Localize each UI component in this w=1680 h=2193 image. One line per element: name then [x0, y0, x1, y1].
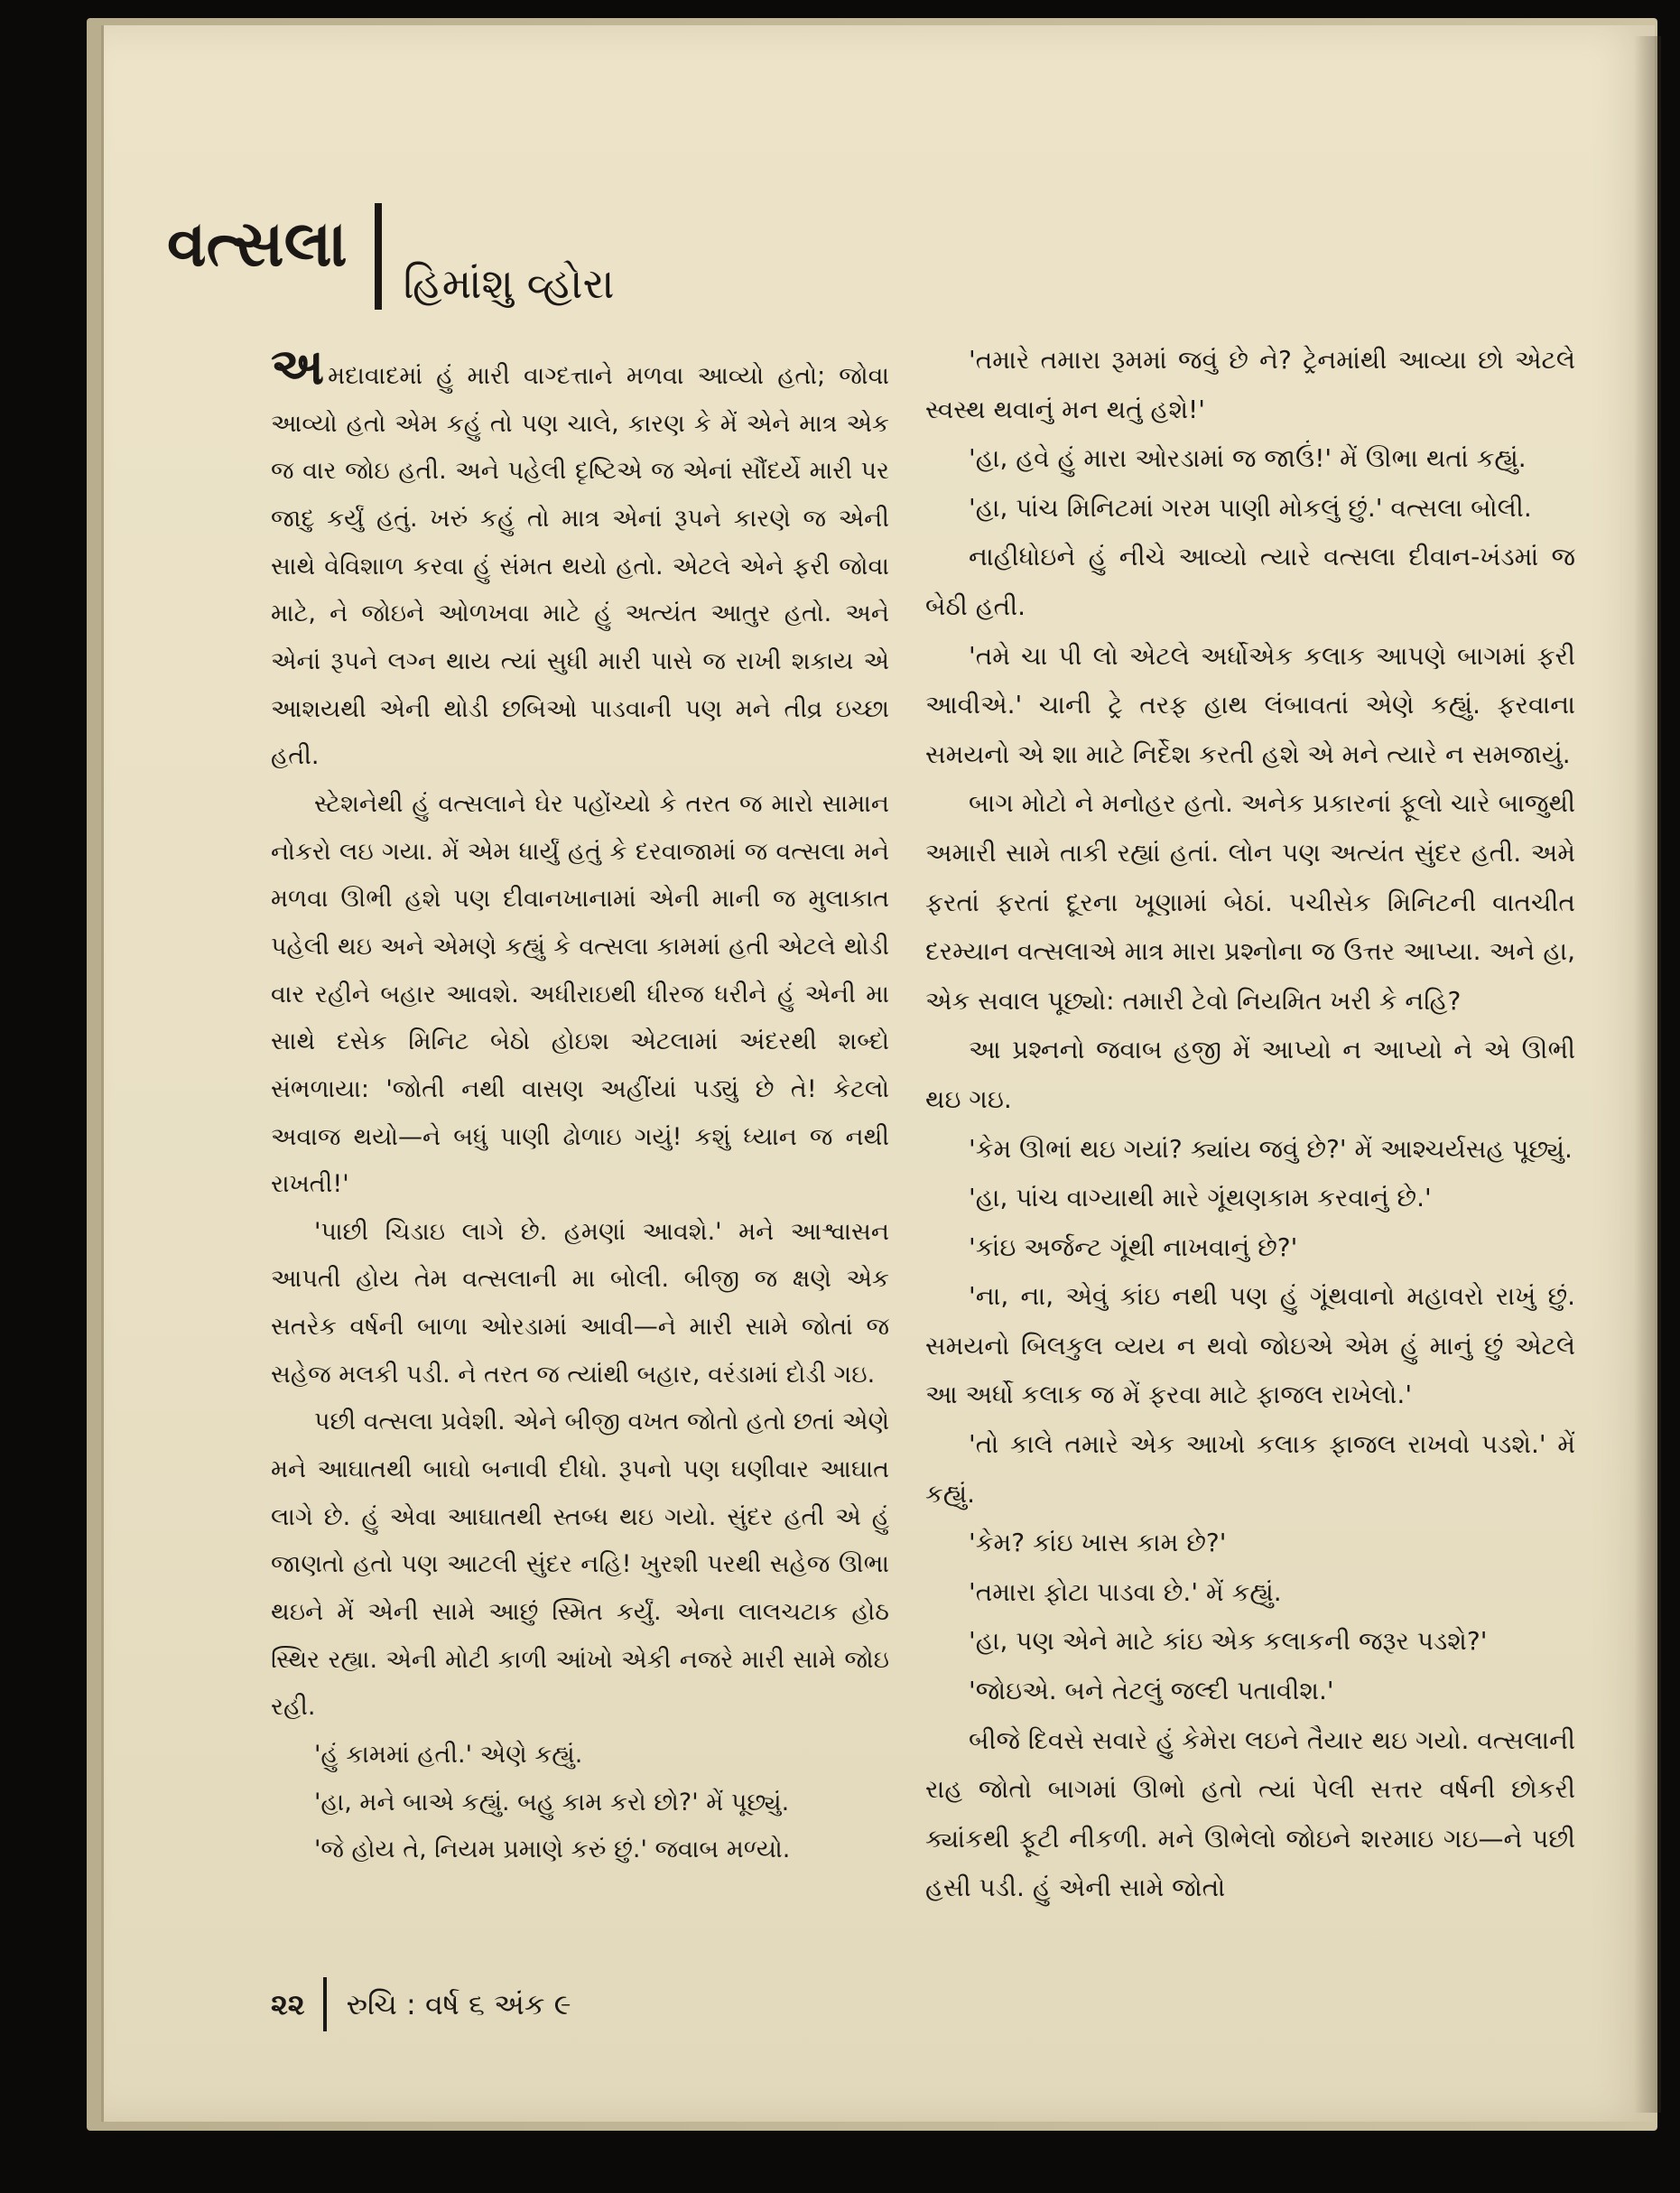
paragraph: 'હું કામમાં હતી.' એણે કહ્યું.: [314, 1741, 583, 1770]
paragraph: 'કેમ? કાંઇ ખાસ કામ છે?': [969, 1528, 1227, 1558]
paragraph: 'જોઇએ. બને તેટલું જલ્દી પતાવીશ.': [969, 1676, 1334, 1706]
title-block: [167, 203, 615, 321]
paragraph: 'ના, ના, એવું કાંઇ નથી પણ હું ગૂંથવાનો મહાવરો રાખું છું. સમયનો બિલકુલ વ્યય ન થવો જોઇએ એમ હું માનું છું એટલે આ અર્ધો કલાક જ મેં ફરવા માટે ફાજલ રાખેલો.': [925, 1281, 1575, 1410]
running-head: રુચિ : વર્ષ ૬ અંક ૯: [346, 1986, 571, 2021]
page-footer: [271, 1977, 571, 2031]
left-column: [271, 338, 889, 1874]
paragraph: 'તમે ચા પી લો એટલે અર્ધોએક કલાક આપણે બાગમાં ફરી આવીએ.' ચાની ટ્રે તરફ હાથ લંબાવતાં એણે કહ્યું. ફરવાના સમયનો એ શા માટે નિર્દેશ કરતી હશે એ મને ત્યારે ન સમજાયું.: [925, 640, 1575, 769]
paragraph: 'તમારા ફોટા પાડવા છે.' મેં કહ્યું.: [969, 1576, 1282, 1607]
paragraph: નાહીધોઇને હું નીચે આવ્યો ત્યારે વત્સલા દીવાન-ખંડમાં જ બેઠી હતી.: [925, 542, 1575, 621]
right-column: [925, 336, 1575, 1913]
paragraph: 'તો કાલે તમારે એક આખો કલાક ફાજલ રાખવો પડશે.' મેં કહ્યું.: [925, 1429, 1575, 1509]
paragraph: અમદાવાદમાં હું મારી વાગ્દત્તાને મળવા આવ્યો હતો; જોવા આવ્યો હતો એમ કહું તો પણ ચાલે, કારણ કે મેં એને માત્ર એક જ વાર જોઇ હતી. અને પહેલી દૃષ્ટિએ જ એનાં સૌંદર્યે મારી પર જાદુ કર્યું હતું. ખરું કહું તો માત્ર એનાં રૂપને કારણે જ એની સાથે વેવિશાળ કરવા હું સંમત થયો હતો. એટલે એને ફરી જોવા માટે, ને જોઇને ઓળખવા માટે હું અત્યંત આતુર હતો. અને એનાં રૂપને લગ્ન થાય ત્યાં સુધી મારી પાસે જ રાખી શકાય એ આશયથી એની થોડી છબિઓ પાડવાની પણ મને તીવ્ર ઇચ્છા હતી.: [271, 338, 889, 771]
paragraph: 'હા, મને બાએ કહ્યું. બહુ કામ કરો છો?' મેં પૂછ્યું.: [314, 1788, 790, 1817]
author-name: હિમાંશુ વ્હોરા: [403, 259, 615, 308]
paragraph: આ પ્રશ્નનો જવાબ હજી મેં આપ્યો ન આપ્યો ને એ ઊભી થઇ ગઇ.: [925, 1035, 1575, 1114]
binding-shadow: [1634, 36, 1661, 2113]
paragraph: 'હા, પાંચ વાગ્યાથી મારે ગૂંથણકામ કરવાનું છે.': [969, 1183, 1432, 1213]
story-title: વત્સલા: [167, 207, 348, 281]
paragraph: બાગ મોટો ને મનોહર હતો. અનેક પ્રકારનાં ફૂલો ચારે બાજુથી અમારી સામે તાકી રહ્યાં હતાં. લોન પણ અત્યંત સુંદર હતી. અમે ફરતાં ફરતાં દૂરના ખૂણામાં બેઠાં. પચીસેક મિનિટની વાતચીત દરમ્યાન વત્સલાએ માત્ર મારા પ્રશ્નોના જ ઉત્તર આપ્યા. અને હા, એક સવાલ પૂછ્યો: તમારી ટેવો નિયમિત ખરી કે નહિ?: [925, 788, 1575, 1016]
paragraph: 'હા, પણ એને માટે કાંઇ એક કલાકની જરૂર પડશે?': [969, 1626, 1488, 1657]
paragraph: 'પાછી ચિડાઇ લાગે છે. હમણાં આવશે.' મને આશ્વાસન આપતી હોય તેમ વત્સલાની મા બોલી. બીજી જ ક્ષણે એક સતરેક વર્ષની બાળા ઓરડામાં આવી—ને મારી સામે જોતાં જ સહેજ મલકી પડી. ને તરત જ ત્યાંથી બહાર, વરંડામાં દોડી ગઇ.: [271, 1217, 889, 1389]
title-divider: [375, 203, 382, 310]
paragraph: 'હા, પાંચ મિનિટમાં ગરમ પાણી મોકલું છું.' વત્સલા બોલી.: [969, 492, 1532, 523]
paragraph: પછી વત્સલા પ્રવેશી. એને બીજી વખત જોતો હતો છતાં એણે મને આઘાતથી બાઘો બનાવી દીધો. રૂપનો પણ ઘણીવાર આઘાત લાગે છે. હું એવા આઘાતથી સ્તબ્ધ થઇ ગયો. સુંદર હતી એ હું જાણતો હતો પણ આટલી સુંદર નહિ! ખુરશી પરથી સહેજ ઊભા થઇને મેં એની સામે આછું સ્મિત કર્યું. એના લાલચટાક હોઠ સ્થિર રહ્યા. એની મોટી કાળી આંખો એકી નજરે મારી સામે જોઇ રહી.: [271, 1408, 889, 1722]
drop-cap: અ: [271, 338, 325, 396]
paragraph: સ્ટેશનેથી હું વત્સલાને ઘેર પહોંચ્યો કે તરત જ મારો સામાન નોકરો લઇ ગયા. મેં એમ ધાર્યું હતું કે દરવાજામાં જ વત્સલા મને મળવા ઊભી હશે પણ દીવાનખાનામાં એની માની જ મુલાકાત પહેલી થઇ અને એમણે કહ્યું કે વત્સલા કામમાં હતી એટલે થોડી વાર રહીને બહાર આવશે. અધીરાઇથી ધીરજ ધરીને હું એની મા સાથે દસેક મિનિટ બેઠો હોઇશ એટલામાં અંદરથી શબ્દો સંભળાયા: 'જોતી નથી વાસણ અહીંયાં પડ્યું છે તે! કેટલો અવાજ થયો—ને બધું પાણી ઢોળાઇ ગયું! કશું ધ્યાન જ નથી રાખતી!': [271, 789, 889, 1199]
paragraph: 'જે હોય તે, નિયમ પ્રમાણે કરું છું.' જવાબ મળ્યો.: [314, 1835, 791, 1864]
paragraph: 'હા, હવે હું મારા ઓરડામાં જ જાઉં!' મેં ઊભા થતાં કહ્યું.: [969, 443, 1527, 474]
paragraph: 'તમારે તમારા રૂમમાં જવું છે ને? ટ્રેનમાંથી આવ્યા છો એટલે સ્વસ્થ થવાનું મન થતું હશે!': [925, 345, 1575, 424]
paragraph: 'કાંઇ અર્જન્ટ ગૂંથી નાખવાનું છે?': [969, 1231, 1298, 1262]
paragraph: 'કેમ ઊભાં થઇ ગયાં? ક્યાંય જવું છે?' મેં આશ્ચર્યસહ પૂછ્યું.: [969, 1133, 1573, 1164]
page-number: ૨૨: [271, 1986, 305, 2021]
footer-divider: [323, 1977, 327, 2031]
paragraph: બીજે દિવસે સવારે હું કેમેરા લઇને તૈયાર થઇ ગયો. વત્સલાની રાહ જોતો બાગમાં ઊભો હતો ત્યાં પેલી સત્તર વર્ષની છોકરી ક્યાંકથી ફૂટી નીકળી. મને ઊભેલો જોઇને શરમાઇ ગઇ—ને પછી હસી પડી. હું એની સામે જોતો: [925, 1724, 1575, 1903]
